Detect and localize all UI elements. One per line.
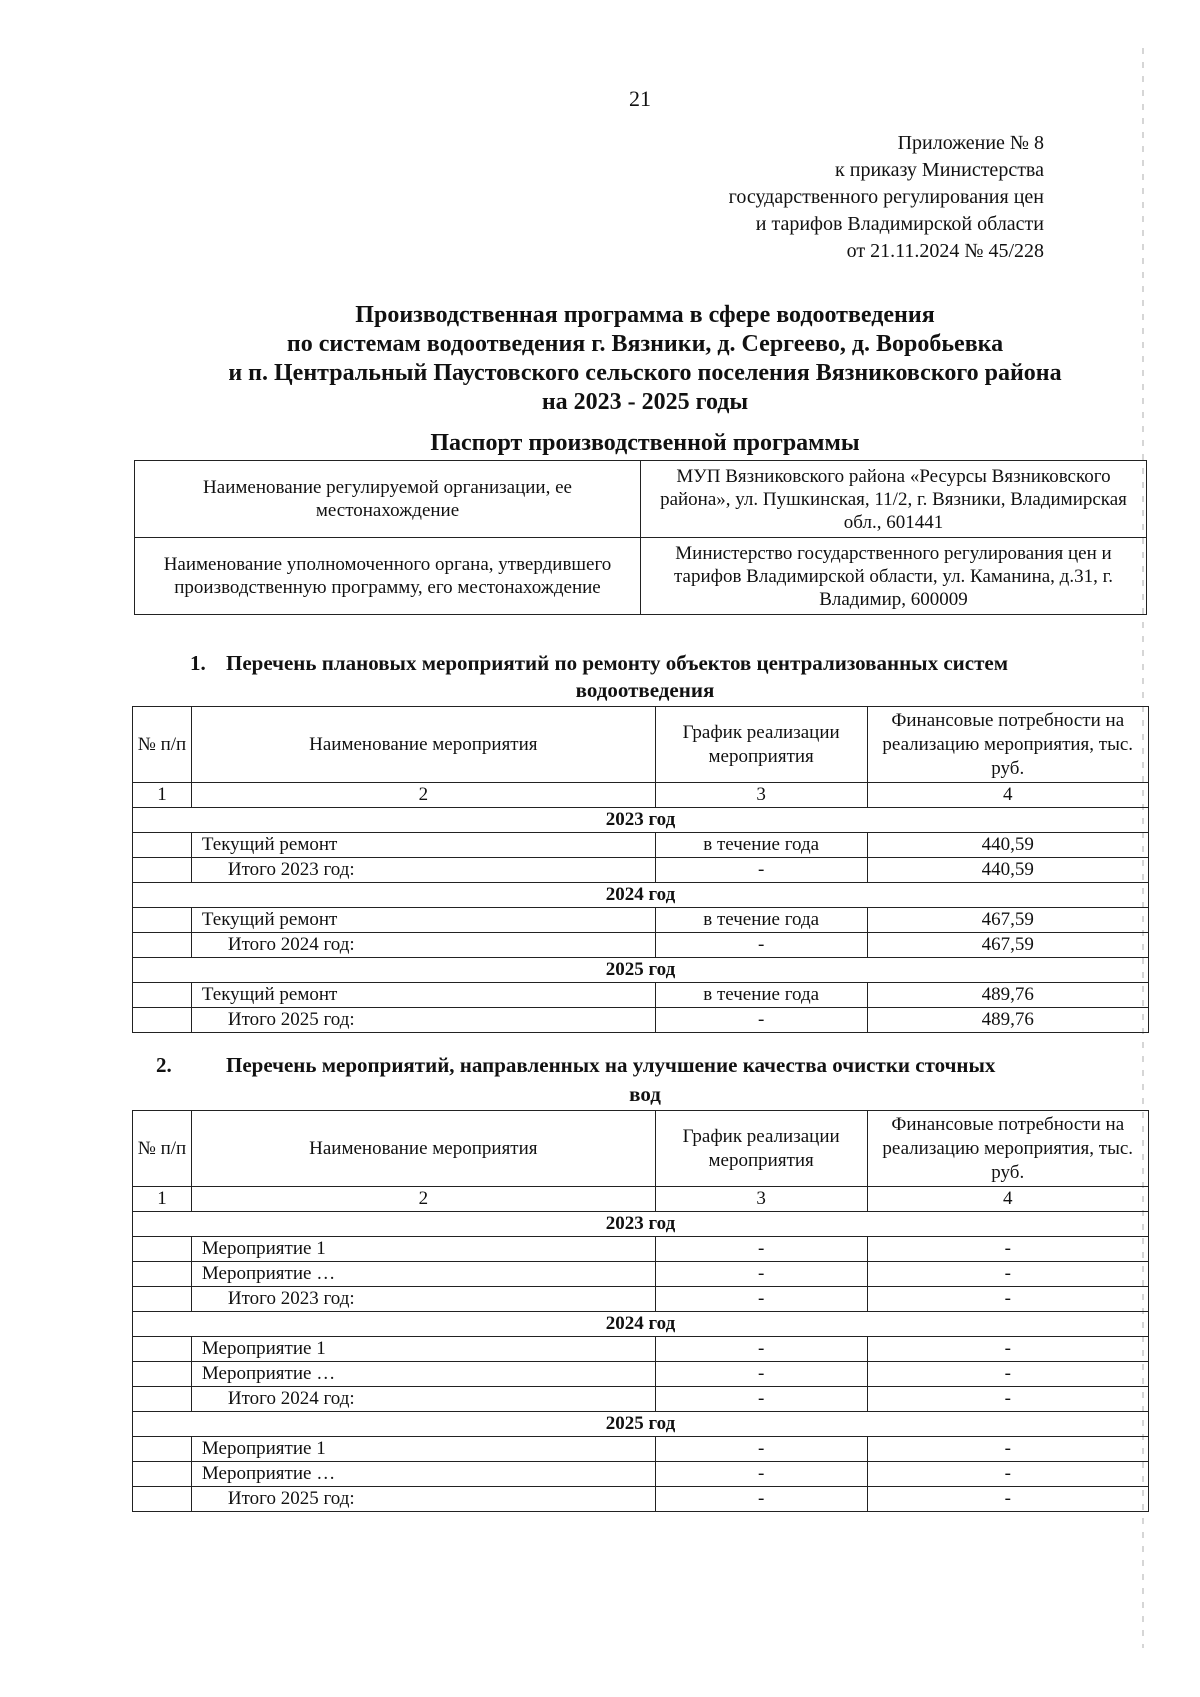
year-row: [133, 1312, 1149, 1337]
total-row: [133, 1487, 1149, 1512]
passport-table: [134, 460, 1147, 615]
cell-finance: -: [867, 1262, 1149, 1287]
table-row: [133, 983, 1149, 1008]
header-row: [133, 1111, 1149, 1187]
passport-label: Наименование уполномоченного органа, утвердившего производственную программу, его местонахождение: [135, 538, 641, 615]
col-index: 2: [191, 1187, 655, 1212]
cell-schedule: -: [655, 858, 867, 883]
title-line: на 2023 - 2025 годы: [541, 389, 749, 415]
section2-title-cont: вод: [629, 1082, 661, 1106]
title-line: и п. Центральный Паустовского сельского поселения Вязниковского района: [228, 360, 1062, 386]
cell-finance: -: [867, 1287, 1149, 1312]
cell-schedule: -: [655, 1362, 867, 1387]
section1-title: Перечень плановых мероприятий по ремонту объектов централизованных систем: [226, 651, 1009, 675]
title-line: по системам водоотведения г. Вязники, д. Сергеево, д. Воробьевка: [286, 331, 1004, 357]
section1-heading: [190, 650, 1008, 677]
col-name-header: Наименование мероприятия: [191, 707, 655, 783]
cell-name: Итого 2025 год:: [191, 1008, 655, 1033]
cell-schedule: -: [655, 1462, 867, 1487]
section2-table: [132, 1110, 1149, 1512]
col-index: 1: [133, 1187, 192, 1212]
year-label: 2025 год: [133, 958, 1149, 983]
col-index: 2: [191, 783, 655, 808]
cell-name: Итого 2025 год:: [191, 1487, 655, 1512]
section1-title-cont: водоотведения: [575, 678, 715, 702]
year-row: [133, 1212, 1149, 1237]
cell-num: [133, 833, 192, 858]
header-row: [133, 707, 1149, 783]
year-row: [133, 883, 1149, 908]
appendix-line: государственного регулирования цен: [728, 186, 1044, 208]
cell-schedule: в течение года: [655, 908, 867, 933]
total-row: [133, 1287, 1149, 1312]
document-title: [120, 301, 1170, 417]
cell-schedule: -: [655, 1237, 867, 1262]
cell-name: Итого 2024 год:: [191, 933, 655, 958]
col-index: 3: [655, 1187, 867, 1212]
appendix-line: к приказу Министерства: [835, 159, 1044, 181]
cell-finance: -: [867, 1362, 1149, 1387]
col-num-header: № п/п: [133, 707, 192, 783]
cell-num: [133, 858, 192, 883]
cell-name: Текущий ремонт: [191, 983, 655, 1008]
appendix-block: [729, 130, 1044, 265]
page-number: 21: [629, 86, 651, 111]
cell-schedule: -: [655, 1437, 867, 1462]
cell-schedule: -: [655, 1008, 867, 1033]
col-index: 4: [867, 783, 1149, 808]
appendix-line: и тарифов Владимирской области: [755, 213, 1044, 235]
index-row: [133, 783, 1149, 808]
year-row: [133, 958, 1149, 983]
cell-num: [133, 1237, 192, 1262]
title-line: Производственная программа в сфере водоотведения: [355, 302, 935, 328]
cell-num: [133, 1008, 192, 1033]
cell-num: [133, 908, 192, 933]
cell-name: Мероприятие 1: [191, 1237, 655, 1262]
cell-finance: 489,76: [867, 983, 1149, 1008]
cell-schedule: в течение года: [655, 833, 867, 858]
section1-number: 1.: [190, 651, 206, 675]
col-schedule-header: График реализации мероприятия: [655, 707, 867, 783]
table-row: [133, 908, 1149, 933]
total-row: [133, 858, 1149, 883]
cell-finance: 489,76: [867, 1008, 1149, 1033]
cell-num: [133, 1487, 192, 1512]
table-row: [133, 1262, 1149, 1287]
table-row: [133, 833, 1149, 858]
passport-title: Паспорт производственной программы: [430, 430, 860, 456]
total-row: [133, 1387, 1149, 1412]
cell-schedule: в течение года: [655, 983, 867, 1008]
col-index: 4: [867, 1187, 1149, 1212]
cell-finance: 440,59: [867, 858, 1149, 883]
passport-row: [135, 538, 1147, 615]
cell-schedule: -: [655, 1487, 867, 1512]
cell-name: Мероприятие 1: [191, 1437, 655, 1462]
total-row: [133, 933, 1149, 958]
cell-finance: -: [867, 1337, 1149, 1362]
col-index: 3: [655, 783, 867, 808]
cell-name: Итого 2024 год:: [191, 1387, 655, 1412]
year-label: 2023 год: [133, 1212, 1149, 1237]
cell-finance: -: [867, 1462, 1149, 1487]
cell-name: Мероприятие …: [191, 1262, 655, 1287]
year-label: 2024 год: [133, 883, 1149, 908]
cell-num: [133, 1362, 192, 1387]
passport-row: [135, 461, 1147, 538]
table-row: [133, 1237, 1149, 1262]
passport-value: Министерство государственного регулирования цен и тарифов Владимирской области, ул. Каманина, д.31, г. Владимир, 600009: [641, 538, 1147, 615]
cell-schedule: -: [655, 1337, 867, 1362]
cell-schedule: -: [655, 1262, 867, 1287]
appendix-line: Приложение № 8: [897, 132, 1044, 154]
section2-number: 2.: [156, 1053, 172, 1077]
cell-name: Текущий ремонт: [191, 908, 655, 933]
cell-finance: -: [867, 1237, 1149, 1262]
cell-schedule: -: [655, 1387, 867, 1412]
year-row: [133, 808, 1149, 833]
cell-num: [133, 933, 192, 958]
cell-num: [133, 983, 192, 1008]
cell-num: [133, 1387, 192, 1412]
cell-name: Текущий ремонт: [191, 833, 655, 858]
cell-finance: 467,59: [867, 933, 1149, 958]
col-name-header: Наименование мероприятия: [191, 1111, 655, 1187]
cell-schedule: -: [655, 933, 867, 958]
table-row: [133, 1362, 1149, 1387]
cell-finance: -: [867, 1437, 1149, 1462]
col-num-header: № п/п: [133, 1111, 192, 1187]
table-row: [133, 1337, 1149, 1362]
table-row: [133, 1437, 1149, 1462]
year-label: 2024 год: [133, 1312, 1149, 1337]
col-schedule-header: График реализации мероприятия: [655, 1111, 867, 1187]
appendix-line: от 21.11.2024 № 45/228: [846, 240, 1044, 262]
cell-num: [133, 1262, 192, 1287]
section2-title: Перечень мероприятий, направленных на улучшение качества очистки сточных: [226, 1053, 996, 1077]
cell-name: Мероприятие …: [191, 1462, 655, 1487]
total-row: [133, 1008, 1149, 1033]
passport-label: Наименование регулируемой организации, ее местонахождение: [135, 461, 641, 538]
passport-value: МУП Вязниковского района «Ресурсы Вязниковского района», ул. Пушкинская, 11/2, г. Вязники, Владимирская обл., 601441: [641, 461, 1147, 538]
cell-num: [133, 1287, 192, 1312]
col-finance-header: Финансовые потребности на реализацию мероприятия, тыс. руб.: [867, 707, 1149, 783]
year-label: 2025 год: [133, 1412, 1149, 1437]
cell-num: [133, 1437, 192, 1462]
section1-table: [132, 706, 1149, 1033]
cell-name: Мероприятие 1: [191, 1337, 655, 1362]
cell-finance: -: [867, 1487, 1149, 1512]
col-index: 1: [133, 783, 192, 808]
cell-num: [133, 1337, 192, 1362]
cell-finance: 467,59: [867, 908, 1149, 933]
index-row: [133, 1187, 1149, 1212]
cell-finance: 440,59: [867, 833, 1149, 858]
table-row: [133, 1462, 1149, 1487]
cell-name: Итого 2023 год:: [191, 858, 655, 883]
cell-schedule: -: [655, 1287, 867, 1312]
year-row: [133, 1412, 1149, 1437]
cell-finance: -: [867, 1387, 1149, 1412]
year-label: 2023 год: [133, 808, 1149, 833]
section2-heading: [156, 1052, 995, 1079]
col-finance-header: Финансовые потребности на реализацию мероприятия, тыс. руб.: [867, 1111, 1149, 1187]
cell-name: Итого 2023 год:: [191, 1287, 655, 1312]
cell-num: [133, 1462, 192, 1487]
cell-name: Мероприятие …: [191, 1362, 655, 1387]
